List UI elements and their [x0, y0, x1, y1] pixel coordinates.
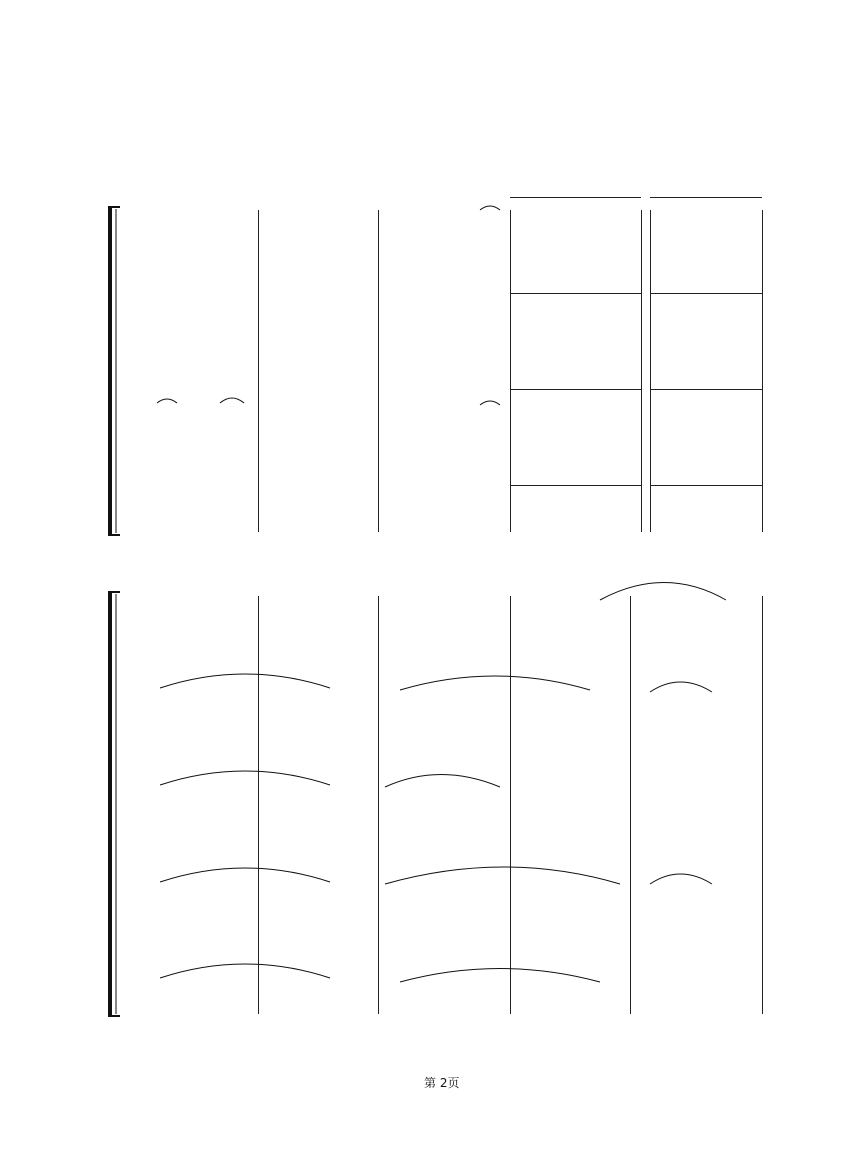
system-bracket: [108, 207, 112, 535]
system-bracket: [108, 592, 112, 1016]
page-number: 第 2页: [424, 1076, 460, 1090]
